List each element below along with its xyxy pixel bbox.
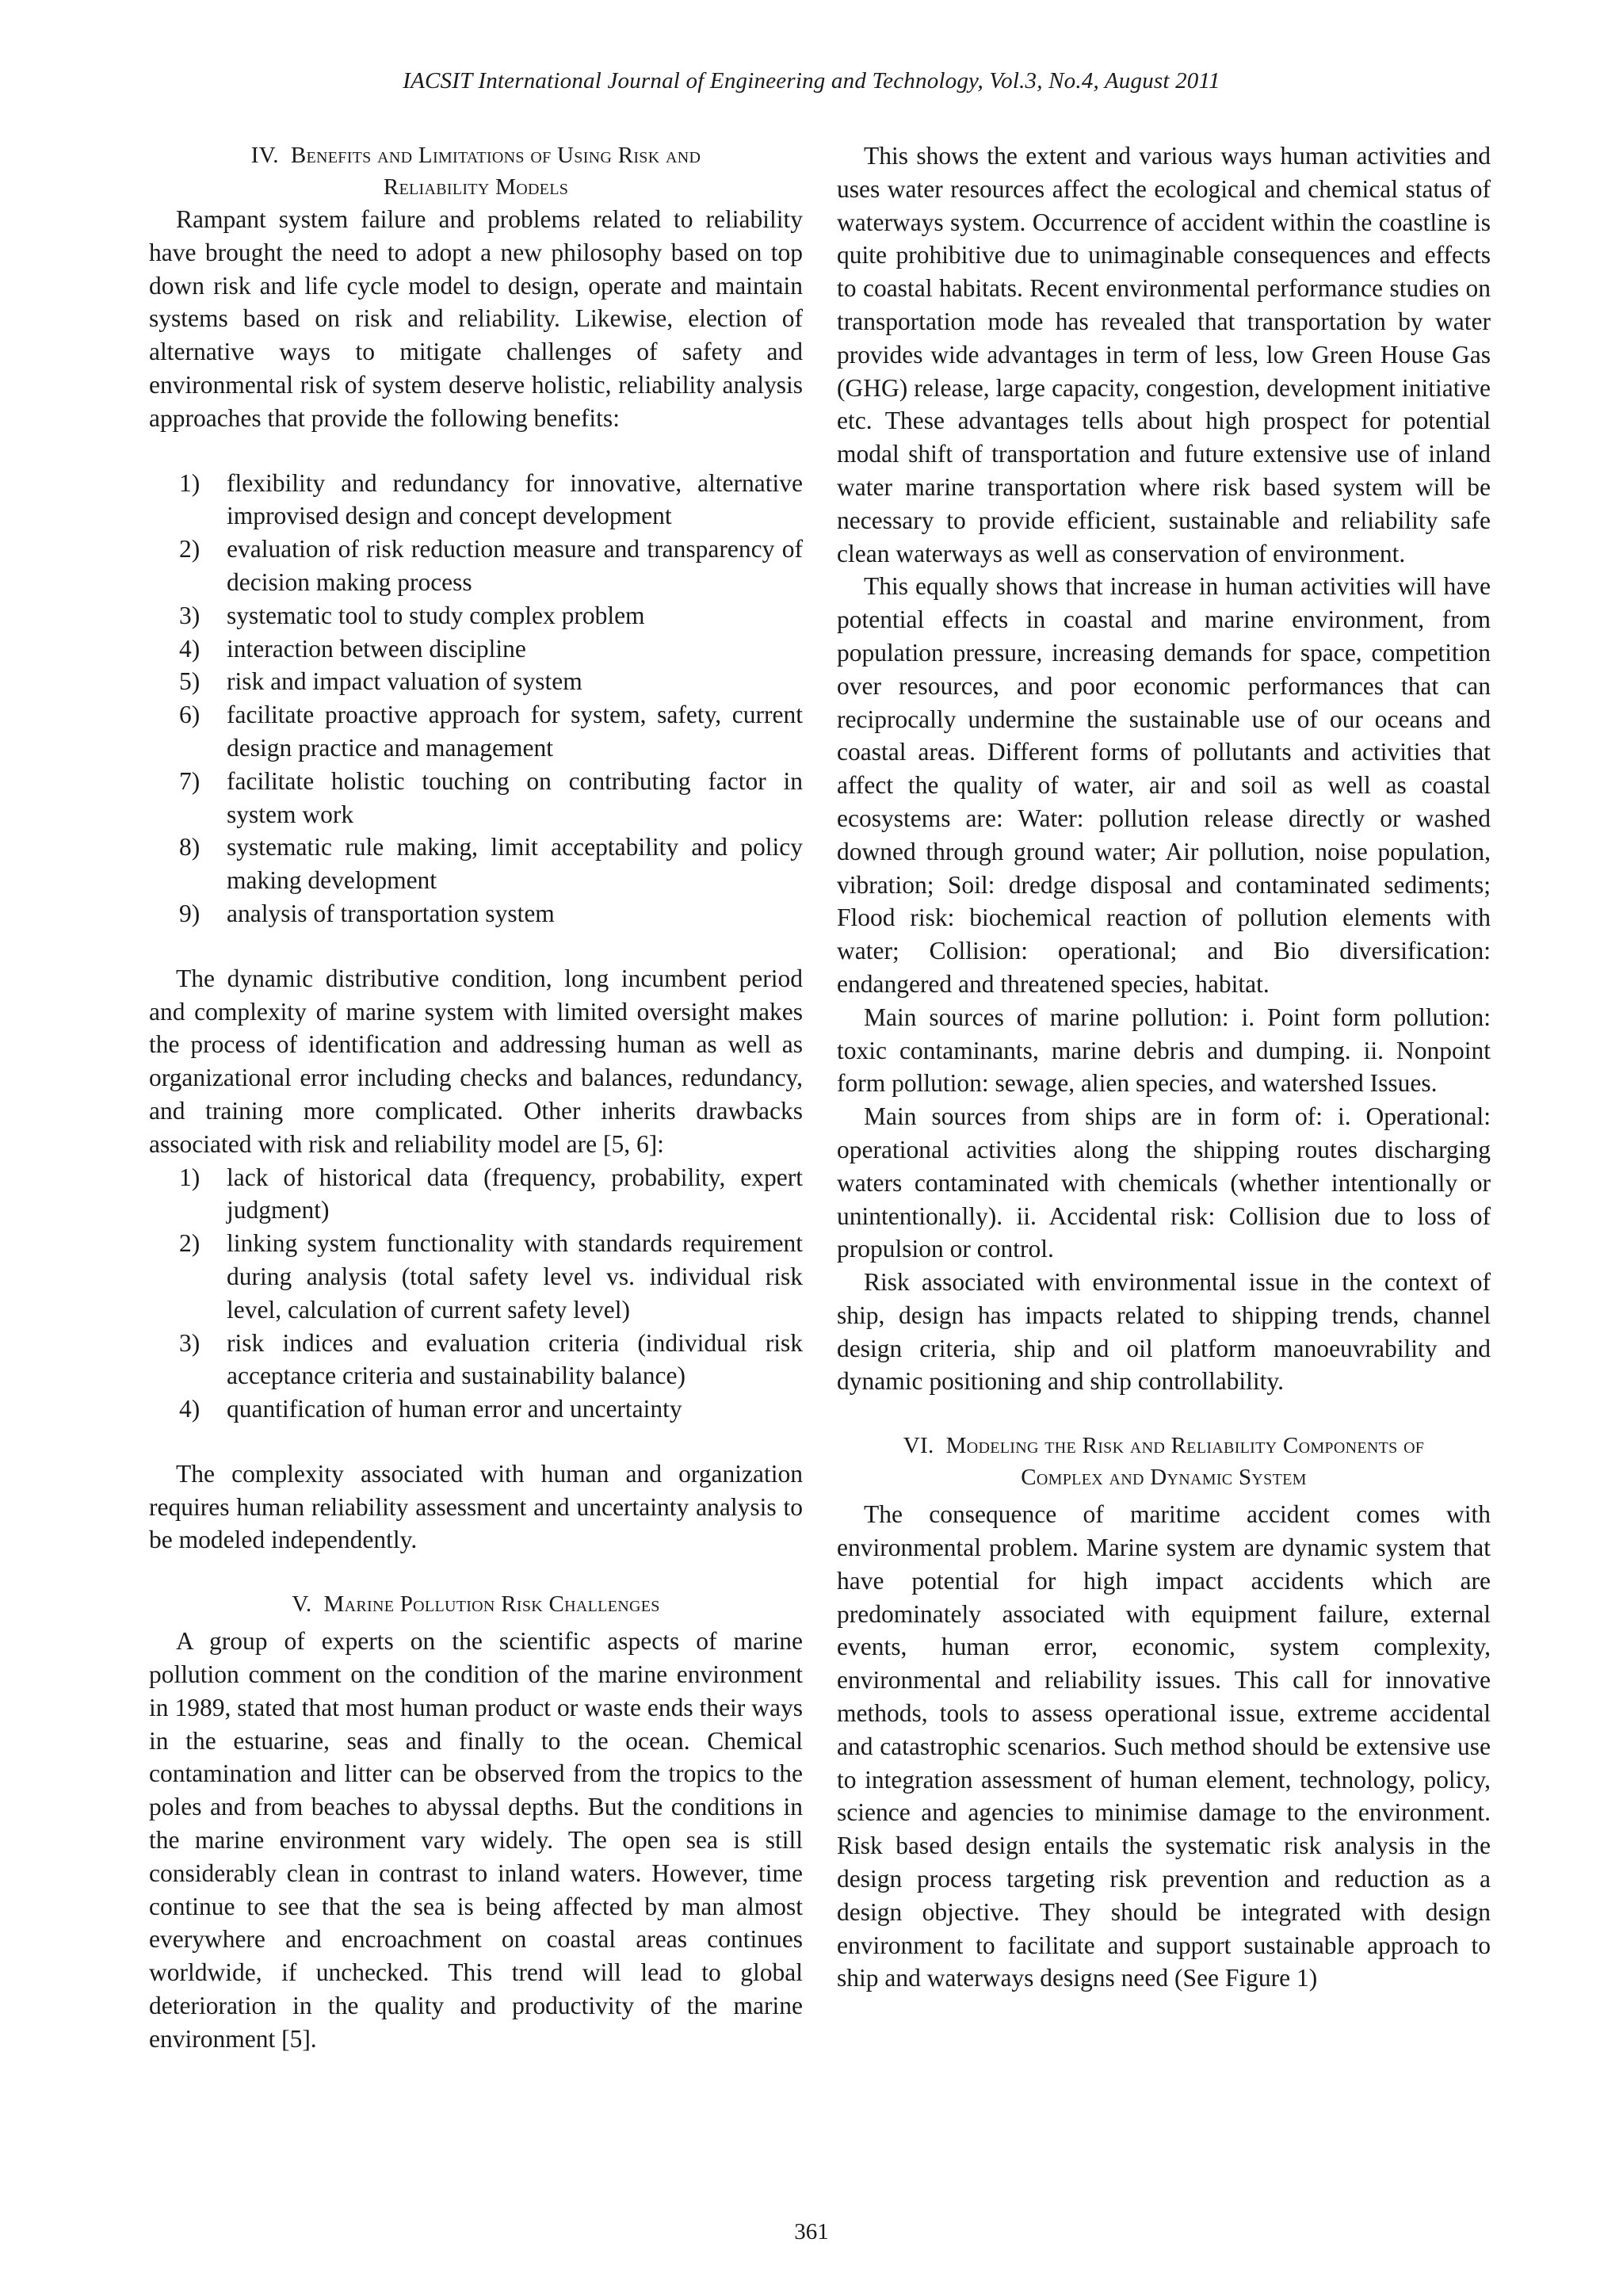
drawback-item <box>149 1161 803 1228</box>
section-5-paragraph: A group of experts on the scientific aspects of marine pollution comment on the condition of the marine environment in 1989, stated that most human product or waste ends their ways in the estuarine, seas and finally to the ocean. Chemical contamination and litter can be observed from the tropics to the poles and from beaches to abyssal depths. But the conditions in the marine environment vary widely. The open sea is still considerably clean in contrast to inland waters. However, time continue to see that the sea is being affected by man almost everywhere and encroachment on coastal areas continues worldwide, if unchecked. This trend will lead to global deterioration in the quality and productivity of the marine environment [5]. <box>149 1627 803 2053</box>
benefit-item <box>149 897 803 930</box>
benefit-number: 5) <box>179 667 200 696</box>
section-5-paragraph: Main sources of marine pollution: i. Point form pollution: toxic contaminants, marine debris and dumping. ii. Nonpoint form pollution: sewage, alien species, and watershed Issues. <box>837 1003 1491 1098</box>
drawbacks-intro: The dynamic distributive condition, long incumbent period and complexity of marine system with limited oversight makes the process of identification and addressing human as well as organizational error including checks and balances, redundancy, and training more complicated. Other inherits drawbacks associated with risk and reliability model are [5, 6]: <box>149 964 803 1158</box>
benefit-number: 9) <box>179 899 200 927</box>
page-number: 361 <box>794 2219 829 2244</box>
drawback-number: 2) <box>179 1229 200 1258</box>
benefit-item <box>149 665 803 698</box>
section-5-number: V. <box>292 1591 312 1618</box>
drawback-text: quantification of human error and uncertainty <box>227 1395 682 1423</box>
left-column <box>149 139 803 2056</box>
drawback-text: risk indices and evaluation criteria (individual risk acceptance criteria and sustainability balance) <box>227 1328 803 1390</box>
section-6-title-line1: Modeling the Risk and Reliability Components of <box>945 1433 1425 1459</box>
drawbacks-list <box>149 1161 803 1426</box>
section-5-paragraph: Main sources from ships are in form of: i. Operational: operational activities along the shipping routes discharging waters contaminated with chemicals (whether intentionally or unintentionally). ii. Accidental risk: Collision due to loss of propulsion or control. <box>837 1102 1491 1263</box>
section-4-heading <box>149 139 803 203</box>
benefit-text: risk and impact valuation of system <box>227 667 582 696</box>
benefit-number: 8) <box>179 833 200 861</box>
section-4-title-line1: Benefits and Limitations of Using Risk and <box>290 143 701 168</box>
benefit-text: facilitate holistic touching on contributing factor in system work <box>227 766 803 828</box>
drawback-item <box>149 1392 803 1426</box>
drawback-text: linking system functionality with standards requirement during analysis (total safety level vs. individual risk level, calculation of current safety level) <box>227 1229 803 1324</box>
section-5-title: Marine Pollution Risk Challenges <box>323 1591 660 1618</box>
section-5-paragraph: Risk associated with environmental issue in the context of ship, design has impacts related to shipping trends, channel design criteria, ship and oil platform manoeuvrability and dynamic positioning and ship controllability. <box>837 1268 1491 1396</box>
benefit-item <box>149 533 803 599</box>
drawback-text: lack of historical data (frequency, probability, expert judgment) <box>227 1163 803 1224</box>
benefit-item <box>149 698 803 765</box>
benefit-item <box>149 632 803 666</box>
benefit-item <box>149 831 803 897</box>
benefit-text: facilitate proactive approach for system, safety, current design practice and management <box>227 701 803 762</box>
benefit-text: systematic tool to study complex problem <box>227 601 645 629</box>
running-header: IACSIT International Journal of Engineering and Technology, Vol.3, No.4, August 2011 <box>403 68 1220 94</box>
section-4-number: IV. <box>250 143 279 168</box>
section-6-heading <box>837 1430 1491 1493</box>
drawback-number: 4) <box>179 1395 200 1423</box>
section-4-closing: The complexity associated with human and organization requires human reliability assessment and uncertainty analysis to be modeled independently. <box>149 1459 803 1554</box>
benefit-number: 3) <box>179 601 200 629</box>
benefit-number: 1) <box>179 468 200 497</box>
benefit-text: systematic rule making, limit acceptability and policy making development <box>227 833 803 895</box>
benefit-item <box>149 765 803 831</box>
section-4-intro: Rampant system failure and problems related to reliability have brought the need to adopt a new philosophy based on top down risk and life cycle model to design, operate and maintain systems based on risk and reliability. Likewise, election of alternative ways to mitigate challenges of safety and environmental risk of system deserve holistic, reliability analysis approaches that provide the following benefits: <box>149 205 803 432</box>
benefit-text: analysis of transportation system <box>227 899 555 927</box>
benefit-number: 7) <box>179 766 200 795</box>
section-6-number: VI. <box>903 1433 934 1459</box>
section-5-paragraph: This equally shows that increase in human activities will have potential effects in coastal and marine environment, from population pressure, increasing demands for space, competition over resources, and poor economic performances that can reciprocally undermine the sustainable use of our oceans and coastal areas. Different forms of pollutants and activities that affect the quality of water, air and soil as well as coastal ecosystems are: Water: pollution release directly or washed downed through ground water; Air pollution, noise population, vibration; Soil: dredge disposal and contaminated sediments; Flood risk: biochemical reaction of pollution elements with water; Collision: operational; and Bio diversification: endangered and threatened species, habitat. <box>837 572 1491 998</box>
right-column <box>837 139 1491 1995</box>
section-6-title-line2: Complex and Dynamic System <box>1021 1465 1307 1491</box>
drawback-item <box>149 1327 803 1393</box>
section-4-title-line2: Reliability Models <box>383 174 569 200</box>
section-5-heading <box>149 1588 803 1620</box>
benefit-item <box>149 467 803 533</box>
benefit-number: 6) <box>179 701 200 729</box>
benefit-item <box>149 599 803 632</box>
benefit-text: interaction between discipline <box>227 634 526 663</box>
benefit-number: 4) <box>179 634 200 663</box>
benefits-list <box>149 467 803 930</box>
section-5-paragraph: This shows the extent and various ways human activities and uses water resources affect the ecological and chemical status of waterways system. Occurrence of accident within the coastline is quite prohibitive due to unimaginable consequences and effects to coastal habitats. Recent environmental performance studies on transportation mode has revealed that transportation by water provides wide advantages in term of less, low Green House Gas (GHG) release, large capacity, congestion, development initiative etc. These advantages tells about high prospect for potential modal shift of transportation and future extensive use of inland water marine transportation where risk based system will be necessary to provide efficient, sustainable and reliability safe clean waterways as well as conservation of environment. <box>837 142 1491 567</box>
drawback-number: 1) <box>179 1163 200 1191</box>
benefit-text: flexibility and redundancy for innovative, alternative improvised design and concept development <box>227 468 803 530</box>
benefit-text: evaluation of risk reduction measure and transparency of decision making process <box>227 535 803 596</box>
section-6-paragraph: The consequence of maritime accident comes with environmental problem. Marine system are dynamic system that have potential for high impact accidents which are predominately associated with equipment failure, external events, human error, economic, system complexity, environmental and reliability issues. This call for innovative methods, tools to assess operational issue, extreme accidental and catastrophic scenarios. Such method should be extensive use to integration assessment of human element, technology, policy, science and agencies to minimise damage to the environment. Risk based design entails the systematic risk analysis in the design process targeting risk prevention and reduction as a design objective. They should be integrated with design environment to facilitate and support sustainable approach to ship and waterways designs need (See Figure 1) <box>837 1500 1491 1992</box>
drawback-item <box>149 1227 803 1326</box>
benefit-number: 2) <box>179 535 200 563</box>
drawback-number: 3) <box>179 1328 200 1357</box>
